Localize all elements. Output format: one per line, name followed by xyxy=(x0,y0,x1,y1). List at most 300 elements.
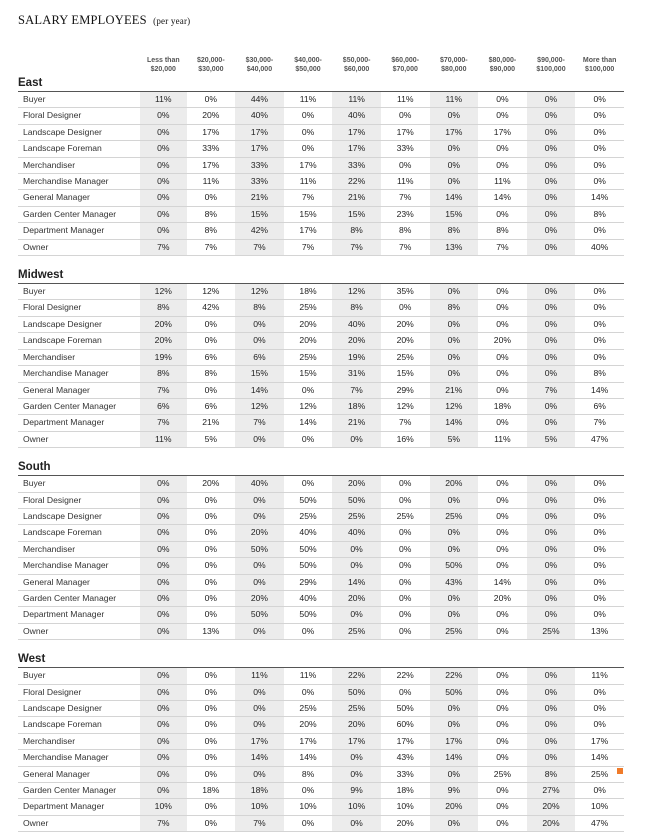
column-header xyxy=(140,50,187,76)
percent-cell: 25% xyxy=(332,508,381,524)
percent-cell: 0% xyxy=(187,799,236,815)
percent-cell: 0% xyxy=(430,366,479,382)
table-row xyxy=(18,316,624,332)
percent-cell: 0% xyxy=(575,607,624,623)
percent-cell: 0% xyxy=(284,623,333,639)
percent-cell: 20% xyxy=(284,316,333,332)
percent-cell: 0% xyxy=(430,701,479,717)
percent-cell: 0% xyxy=(527,668,576,684)
column-header xyxy=(478,50,527,76)
percent-cell: 0% xyxy=(140,684,187,700)
percent-cell: 0% xyxy=(381,525,430,541)
table-row xyxy=(18,799,624,815)
percent-cell: 0% xyxy=(140,492,187,508)
percent-cell: 0% xyxy=(527,415,576,431)
role-label: Merchandise Manager xyxy=(18,558,140,574)
percent-cell: 0% xyxy=(575,157,624,173)
percent-cell: 33% xyxy=(235,157,284,173)
percent-cell: 20% xyxy=(235,525,284,541)
role-label: Owner xyxy=(18,431,140,447)
column-header-line: $30,000- xyxy=(245,57,274,64)
percent-cell: 13% xyxy=(575,623,624,639)
percent-cell: 0% xyxy=(478,508,527,524)
table-row xyxy=(18,157,624,173)
percent-cell: 17% xyxy=(575,733,624,749)
percent-cell: 0% xyxy=(284,108,333,124)
percent-cell: 19% xyxy=(140,349,187,365)
percent-cell: 0% xyxy=(575,558,624,574)
percent-cell: 0% xyxy=(381,574,430,590)
percent-cell: 10% xyxy=(332,799,381,815)
percent-cell: 0% xyxy=(575,316,624,332)
title-text: SALARY EMPLOYEES xyxy=(18,13,147,27)
percent-cell: 50% xyxy=(332,684,381,700)
percent-cell: 7% xyxy=(235,239,284,255)
percent-cell: 0% xyxy=(187,668,236,684)
percent-cell: 0% xyxy=(478,607,527,623)
percent-cell: 33% xyxy=(381,141,430,157)
table-row xyxy=(18,333,624,349)
percent-cell: 20% xyxy=(332,476,381,492)
percent-cell: 0% xyxy=(478,733,527,749)
percent-cell: 33% xyxy=(187,141,236,157)
column-header xyxy=(187,50,236,76)
percent-cell: 40% xyxy=(284,525,333,541)
percent-cell: 14% xyxy=(284,750,333,766)
percent-cell: 0% xyxy=(140,607,187,623)
percent-cell: 0% xyxy=(478,157,527,173)
percent-cell: 0% xyxy=(527,574,576,590)
table-row xyxy=(18,607,624,623)
page-title xyxy=(18,13,190,28)
percent-cell: 0% xyxy=(527,508,576,524)
region-heading-cell xyxy=(284,455,333,476)
percent-cell: 15% xyxy=(430,206,479,222)
percent-cell: 40% xyxy=(235,476,284,492)
table-row xyxy=(18,349,624,365)
percent-cell: 12% xyxy=(187,284,236,300)
table-row xyxy=(18,783,624,799)
role-label: General Manager xyxy=(18,382,140,398)
percent-cell: 0% xyxy=(527,398,576,414)
percent-cell: 11% xyxy=(430,92,479,108)
role-label: Merchandiser xyxy=(18,157,140,173)
percent-cell: 0% xyxy=(381,684,430,700)
table-row xyxy=(18,668,624,684)
table-row xyxy=(18,508,624,524)
percent-cell: 15% xyxy=(381,366,430,382)
region-heading-cell xyxy=(575,647,624,668)
column-header-line: $100,000 xyxy=(585,66,615,73)
percent-cell: 20% xyxy=(430,799,479,815)
percent-cell: 8% xyxy=(430,300,479,316)
percent-cell: 0% xyxy=(140,206,187,222)
percent-cell: 0% xyxy=(575,492,624,508)
percent-cell: 0% xyxy=(430,492,479,508)
percent-cell: 0% xyxy=(575,476,624,492)
percent-cell: 0% xyxy=(284,124,333,140)
percent-cell: 8% xyxy=(332,223,381,239)
percent-cell: 0% xyxy=(478,799,527,815)
percent-cell: 40% xyxy=(284,590,333,606)
percent-cell: 33% xyxy=(332,157,381,173)
percent-cell: 0% xyxy=(235,431,284,447)
percent-cell: 50% xyxy=(332,492,381,508)
role-label: Buyer xyxy=(18,92,140,108)
percent-cell: 50% xyxy=(235,607,284,623)
percent-cell: 0% xyxy=(140,541,187,557)
percent-cell: 0% xyxy=(284,141,333,157)
percent-cell: 0% xyxy=(235,701,284,717)
percent-cell: 25% xyxy=(381,508,430,524)
percent-cell: 7% xyxy=(381,239,430,255)
percent-cell: 0% xyxy=(140,124,187,140)
percent-cell: 10% xyxy=(575,799,624,815)
percent-cell: 0% xyxy=(575,108,624,124)
region-heading-cell xyxy=(284,647,333,668)
percent-cell: 8% xyxy=(478,223,527,239)
percent-cell: 0% xyxy=(140,590,187,606)
percent-cell: 15% xyxy=(284,366,333,382)
percent-cell: 11% xyxy=(235,668,284,684)
table-row xyxy=(18,108,624,124)
percent-cell: 8% xyxy=(284,766,333,782)
percent-cell: 11% xyxy=(478,431,527,447)
percent-cell: 0% xyxy=(527,525,576,541)
percent-cell: 8% xyxy=(575,206,624,222)
region-heading-cell xyxy=(575,263,624,284)
role-label: Owner xyxy=(18,239,140,255)
column-header-line: $70,000 xyxy=(392,66,418,73)
percent-cell: 20% xyxy=(332,717,381,733)
percent-cell: 0% xyxy=(381,623,430,639)
region-heading-cell xyxy=(140,263,187,284)
region-heading-row xyxy=(18,455,624,476)
region-heading-cell xyxy=(235,76,284,92)
percent-cell: 14% xyxy=(478,574,527,590)
percent-cell: 22% xyxy=(332,668,381,684)
percent-cell: 0% xyxy=(187,766,236,782)
percent-cell: 11% xyxy=(284,174,333,190)
percent-cell: 0% xyxy=(478,525,527,541)
percent-cell: 17% xyxy=(478,124,527,140)
column-header xyxy=(332,50,381,76)
percent-cell: 0% xyxy=(527,239,576,255)
percent-cell: 11% xyxy=(284,668,333,684)
table-row xyxy=(18,206,624,222)
percent-cell: 20% xyxy=(140,316,187,332)
percent-cell: 0% xyxy=(478,382,527,398)
region-heading-cell xyxy=(430,647,479,668)
region-name: Midwest xyxy=(18,263,140,284)
percent-cell: 0% xyxy=(284,684,333,700)
percent-cell: 0% xyxy=(575,174,624,190)
percent-cell: 11% xyxy=(478,174,527,190)
percent-cell: 0% xyxy=(235,766,284,782)
percent-cell: 8% xyxy=(140,300,187,316)
percent-cell: 50% xyxy=(430,684,479,700)
percent-cell: 6% xyxy=(235,349,284,365)
percent-cell: 20% xyxy=(381,316,430,332)
percent-cell: 0% xyxy=(187,92,236,108)
percent-cell: 11% xyxy=(381,174,430,190)
role-label: Garden Center Manager xyxy=(18,206,140,222)
percent-cell: 0% xyxy=(575,141,624,157)
region-heading-cell xyxy=(381,647,430,668)
percent-cell: 11% xyxy=(381,92,430,108)
percent-cell: 0% xyxy=(478,206,527,222)
percent-cell: 20% xyxy=(527,815,576,831)
percent-cell: 0% xyxy=(575,701,624,717)
percent-cell: 0% xyxy=(527,300,576,316)
percent-cell: 25% xyxy=(430,508,479,524)
percent-cell: 0% xyxy=(575,300,624,316)
percent-cell: 20% xyxy=(187,476,236,492)
percent-cell: 17% xyxy=(381,124,430,140)
percent-cell: 0% xyxy=(527,284,576,300)
percent-cell: 0% xyxy=(478,623,527,639)
role-label: General Manager xyxy=(18,574,140,590)
percent-cell: 0% xyxy=(527,750,576,766)
percent-cell: 21% xyxy=(235,190,284,206)
table-row xyxy=(18,766,624,782)
table-row xyxy=(18,431,624,447)
percent-cell: 0% xyxy=(140,223,187,239)
column-header xyxy=(235,50,284,76)
region-heading-cell xyxy=(332,455,381,476)
percent-cell: 33% xyxy=(235,174,284,190)
table-row xyxy=(18,733,624,749)
table-row xyxy=(18,590,624,606)
percent-cell: 8% xyxy=(187,223,236,239)
region-heading-cell xyxy=(527,647,576,668)
region-heading-cell xyxy=(140,76,187,92)
percent-cell: 10% xyxy=(381,799,430,815)
percent-cell: 25% xyxy=(575,766,624,782)
percent-cell: 0% xyxy=(478,717,527,733)
role-label: Buyer xyxy=(18,284,140,300)
percent-cell: 43% xyxy=(430,574,479,590)
region-heading-cell xyxy=(381,455,430,476)
table-row xyxy=(18,300,624,316)
percent-cell: 0% xyxy=(381,558,430,574)
percent-cell: 0% xyxy=(140,190,187,206)
percent-cell: 17% xyxy=(235,141,284,157)
percent-cell: 25% xyxy=(478,766,527,782)
percent-cell: 20% xyxy=(478,333,527,349)
role-label: Merchandiser xyxy=(18,349,140,365)
percent-cell: 0% xyxy=(284,382,333,398)
region-heading-cell xyxy=(381,263,430,284)
table-row xyxy=(18,398,624,414)
percent-cell: 25% xyxy=(284,349,333,365)
region-name: West xyxy=(18,647,140,668)
percent-cell: 6% xyxy=(140,398,187,414)
percent-cell: 11% xyxy=(187,174,236,190)
percent-cell: 0% xyxy=(527,92,576,108)
region-heading-cell xyxy=(575,455,624,476)
percent-cell: 40% xyxy=(332,525,381,541)
percent-cell: 0% xyxy=(430,141,479,157)
percent-cell: 20% xyxy=(332,590,381,606)
role-label: Landscape Foreman xyxy=(18,333,140,349)
percent-cell: 29% xyxy=(381,382,430,398)
region-heading-cell xyxy=(332,263,381,284)
percent-cell: 0% xyxy=(430,717,479,733)
percent-cell: 0% xyxy=(575,590,624,606)
region-heading-cell xyxy=(527,263,576,284)
title-subtitle: (per year) xyxy=(153,16,191,26)
percent-cell: 0% xyxy=(235,623,284,639)
percent-cell: 42% xyxy=(187,300,236,316)
percent-cell: 50% xyxy=(284,492,333,508)
percent-cell: 12% xyxy=(284,398,333,414)
percent-cell: 0% xyxy=(140,766,187,782)
percent-cell: 0% xyxy=(478,349,527,365)
percent-cell: 20% xyxy=(381,815,430,831)
percent-cell: 0% xyxy=(284,476,333,492)
percent-cell: 0% xyxy=(430,349,479,365)
role-label: Garden Center Manager xyxy=(18,590,140,606)
role-label: Landscape Designer xyxy=(18,124,140,140)
percent-cell: 0% xyxy=(235,717,284,733)
percent-cell: 18% xyxy=(235,783,284,799)
percent-cell: 0% xyxy=(187,717,236,733)
percent-cell: 0% xyxy=(140,623,187,639)
percent-cell: 0% xyxy=(235,574,284,590)
region-heading-cell xyxy=(187,455,236,476)
column-header-line: $80,000 xyxy=(441,66,467,73)
percent-cell: 0% xyxy=(381,492,430,508)
percent-cell: 0% xyxy=(527,607,576,623)
percent-cell: 0% xyxy=(332,541,381,557)
percent-cell: 0% xyxy=(478,492,527,508)
percent-cell: 0% xyxy=(187,684,236,700)
region-heading-cell xyxy=(284,263,333,284)
percent-cell: 19% xyxy=(332,349,381,365)
percent-cell: 0% xyxy=(187,382,236,398)
percent-cell: 20% xyxy=(478,590,527,606)
percent-cell: 20% xyxy=(284,717,333,733)
percent-cell: 0% xyxy=(478,815,527,831)
table-row xyxy=(18,124,624,140)
percent-cell: 0% xyxy=(527,124,576,140)
column-header xyxy=(527,50,576,76)
percent-cell: 8% xyxy=(187,366,236,382)
table-row xyxy=(18,750,624,766)
percent-cell: 50% xyxy=(430,558,479,574)
percent-cell: 7% xyxy=(284,190,333,206)
header-blank xyxy=(18,50,140,76)
percent-cell: 0% xyxy=(430,815,479,831)
percent-cell: 25% xyxy=(430,623,479,639)
percent-cell: 43% xyxy=(381,750,430,766)
percent-cell: 0% xyxy=(187,316,236,332)
region-heading-cell xyxy=(478,647,527,668)
percent-cell: 20% xyxy=(235,590,284,606)
percent-cell: 10% xyxy=(235,799,284,815)
percent-cell: 20% xyxy=(187,108,236,124)
percent-cell: 17% xyxy=(430,124,479,140)
percent-cell: 7% xyxy=(140,415,187,431)
role-label: Department Manager xyxy=(18,415,140,431)
table-row xyxy=(18,174,624,190)
percent-cell: 0% xyxy=(430,108,479,124)
percent-cell: 0% xyxy=(527,558,576,574)
percent-cell: 7% xyxy=(235,415,284,431)
percent-cell: 0% xyxy=(140,717,187,733)
column-header-line: $40,000- xyxy=(294,57,322,64)
percent-cell: 0% xyxy=(332,607,381,623)
percent-cell: 40% xyxy=(235,108,284,124)
percent-cell: 0% xyxy=(430,316,479,332)
percent-cell: 17% xyxy=(332,141,381,157)
column-header-line: $30,000 xyxy=(198,66,224,73)
percent-cell: 0% xyxy=(527,701,576,717)
percent-cell: 25% xyxy=(284,508,333,524)
percent-cell: 14% xyxy=(478,190,527,206)
table-row xyxy=(18,558,624,574)
region-heading-cell xyxy=(430,455,479,476)
percent-cell: 0% xyxy=(140,668,187,684)
percent-cell: 50% xyxy=(284,607,333,623)
region-heading-row xyxy=(18,76,624,92)
percent-cell: 33% xyxy=(381,766,430,782)
percent-cell: 10% xyxy=(284,799,333,815)
percent-cell: 11% xyxy=(332,92,381,108)
percent-cell: 17% xyxy=(235,733,284,749)
percent-cell: 25% xyxy=(332,623,381,639)
percent-cell: 0% xyxy=(575,508,624,524)
column-header-line: $60,000 xyxy=(343,66,370,73)
table-row xyxy=(18,415,624,431)
column-header-line: $80,000- xyxy=(488,57,517,64)
percent-cell: 0% xyxy=(527,223,576,239)
percent-cell: 31% xyxy=(332,366,381,382)
percent-cell: 15% xyxy=(235,366,284,382)
column-header xyxy=(575,50,624,76)
percent-cell: 21% xyxy=(430,382,479,398)
percent-cell: 0% xyxy=(332,750,381,766)
percent-cell: 0% xyxy=(527,733,576,749)
percent-cell: 12% xyxy=(235,284,284,300)
percent-cell: 0% xyxy=(527,316,576,332)
percent-cell: 15% xyxy=(332,206,381,222)
percent-cell: 8% xyxy=(430,223,479,239)
percent-cell: 0% xyxy=(527,476,576,492)
region-heading-cell xyxy=(332,647,381,668)
table-row xyxy=(18,366,624,382)
percent-cell: 0% xyxy=(430,284,479,300)
column-header-line: Less than xyxy=(146,57,180,64)
table-row xyxy=(18,541,624,557)
percent-cell: 15% xyxy=(284,206,333,222)
percent-cell: 14% xyxy=(284,415,333,431)
percent-cell: 8% xyxy=(235,300,284,316)
percent-cell: 50% xyxy=(235,541,284,557)
region-heading-cell xyxy=(235,647,284,668)
role-label: Landscape Designer xyxy=(18,701,140,717)
role-label: Landscape Foreman xyxy=(18,525,140,541)
region-heading-cell xyxy=(140,455,187,476)
percent-cell: 0% xyxy=(527,366,576,382)
percent-cell: 0% xyxy=(430,541,479,557)
role-label: Garden Center Manager xyxy=(18,783,140,799)
percent-cell: 7% xyxy=(332,382,381,398)
percent-cell: 7% xyxy=(527,382,576,398)
percent-cell: 42% xyxy=(235,223,284,239)
percent-cell: 0% xyxy=(284,815,333,831)
